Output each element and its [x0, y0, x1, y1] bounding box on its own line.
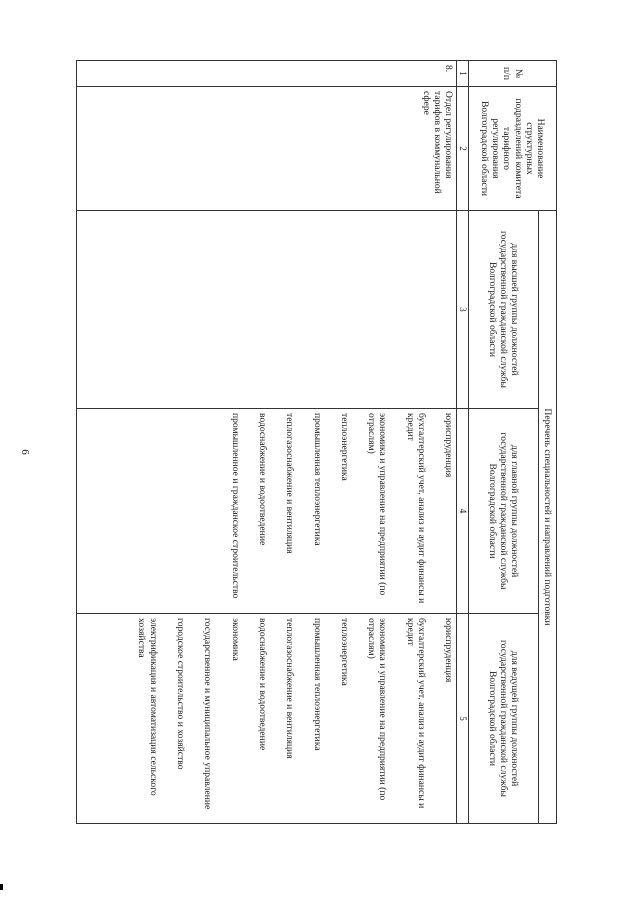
- rotated-page-area: [62, 60, 557, 823]
- column-number: 2: [457, 87, 469, 211]
- column-number: 4: [457, 409, 469, 614]
- table-row: [77, 61, 457, 824]
- list-item: городское строительство и хозяйство: [174, 618, 186, 770]
- header-row-top: [539, 61, 557, 824]
- column-number: 3: [457, 211, 469, 409]
- column-number-row: [457, 61, 469, 824]
- column-number: 5: [457, 614, 469, 824]
- list-item: экономика и управление на предприятии (по отраслям): [366, 413, 389, 596]
- list-item: экономика и управление на предприятии (по отраслям): [366, 618, 389, 801]
- table-sheet: [62, 60, 557, 823]
- row-col4: [77, 409, 457, 614]
- list-item: бухгалтерский учет, анализ и аудит финансы и кредит: [404, 413, 428, 604]
- header-num: № п/п: [469, 61, 557, 87]
- header-col3: для высшей группы должностей государственной гражданской службы Волгоградской области: [469, 211, 539, 409]
- header-col4: для главной группы должностей государственной гражданской службы Волгоградской области: [469, 409, 539, 614]
- header-col5: для ведущей группы должностей государственной гражданской службы Волгоградской области: [469, 614, 539, 824]
- column-number: 1: [457, 61, 469, 87]
- list-item: промышленная теплоэнергетика: [311, 618, 323, 751]
- list-item: водоснабжение и водоотведение: [256, 618, 268, 751]
- list-item: промышленное и гражданское строительство: [229, 413, 241, 599]
- row-col3: [77, 211, 457, 409]
- row-col5: [77, 614, 457, 824]
- specialties-table: [76, 60, 557, 824]
- list-item: теплогазоснабжение и вентиляция: [284, 413, 296, 554]
- list-item: государственное и муниципальное управление: [202, 618, 214, 810]
- list-item: юриспруденция: [443, 618, 455, 683]
- header-name: Наименование структурных подразделений комитета тарифного регулирования Волгоградской области: [469, 87, 557, 211]
- scan-mark: [0, 884, 3, 890]
- list-item: теплогазоснабжение и вентиляция: [284, 618, 296, 759]
- row-num: 8.: [77, 61, 457, 87]
- list-item: юриспруденция: [443, 413, 455, 478]
- list-item: теплоэнергетика: [338, 413, 350, 481]
- list-item: электрификация и автоматизация сельского хозяйства: [136, 618, 159, 796]
- header-group: Перечень специальностей и направлений подготовки: [539, 211, 557, 824]
- row-department-name: Отдел регулирования тарифов в коммунальной сфере: [77, 87, 457, 211]
- list-item: промышленная теплоэнергетика: [311, 413, 323, 546]
- list-item: бухгалтерский учет, анализ и аудит финансы и кредит: [404, 618, 428, 809]
- list-item: водоснабжение и водоотведение: [256, 413, 268, 546]
- list-item: экономика: [229, 618, 241, 661]
- list-item: теплоэнергетика: [338, 618, 350, 686]
- page-number: 6: [18, 449, 31, 455]
